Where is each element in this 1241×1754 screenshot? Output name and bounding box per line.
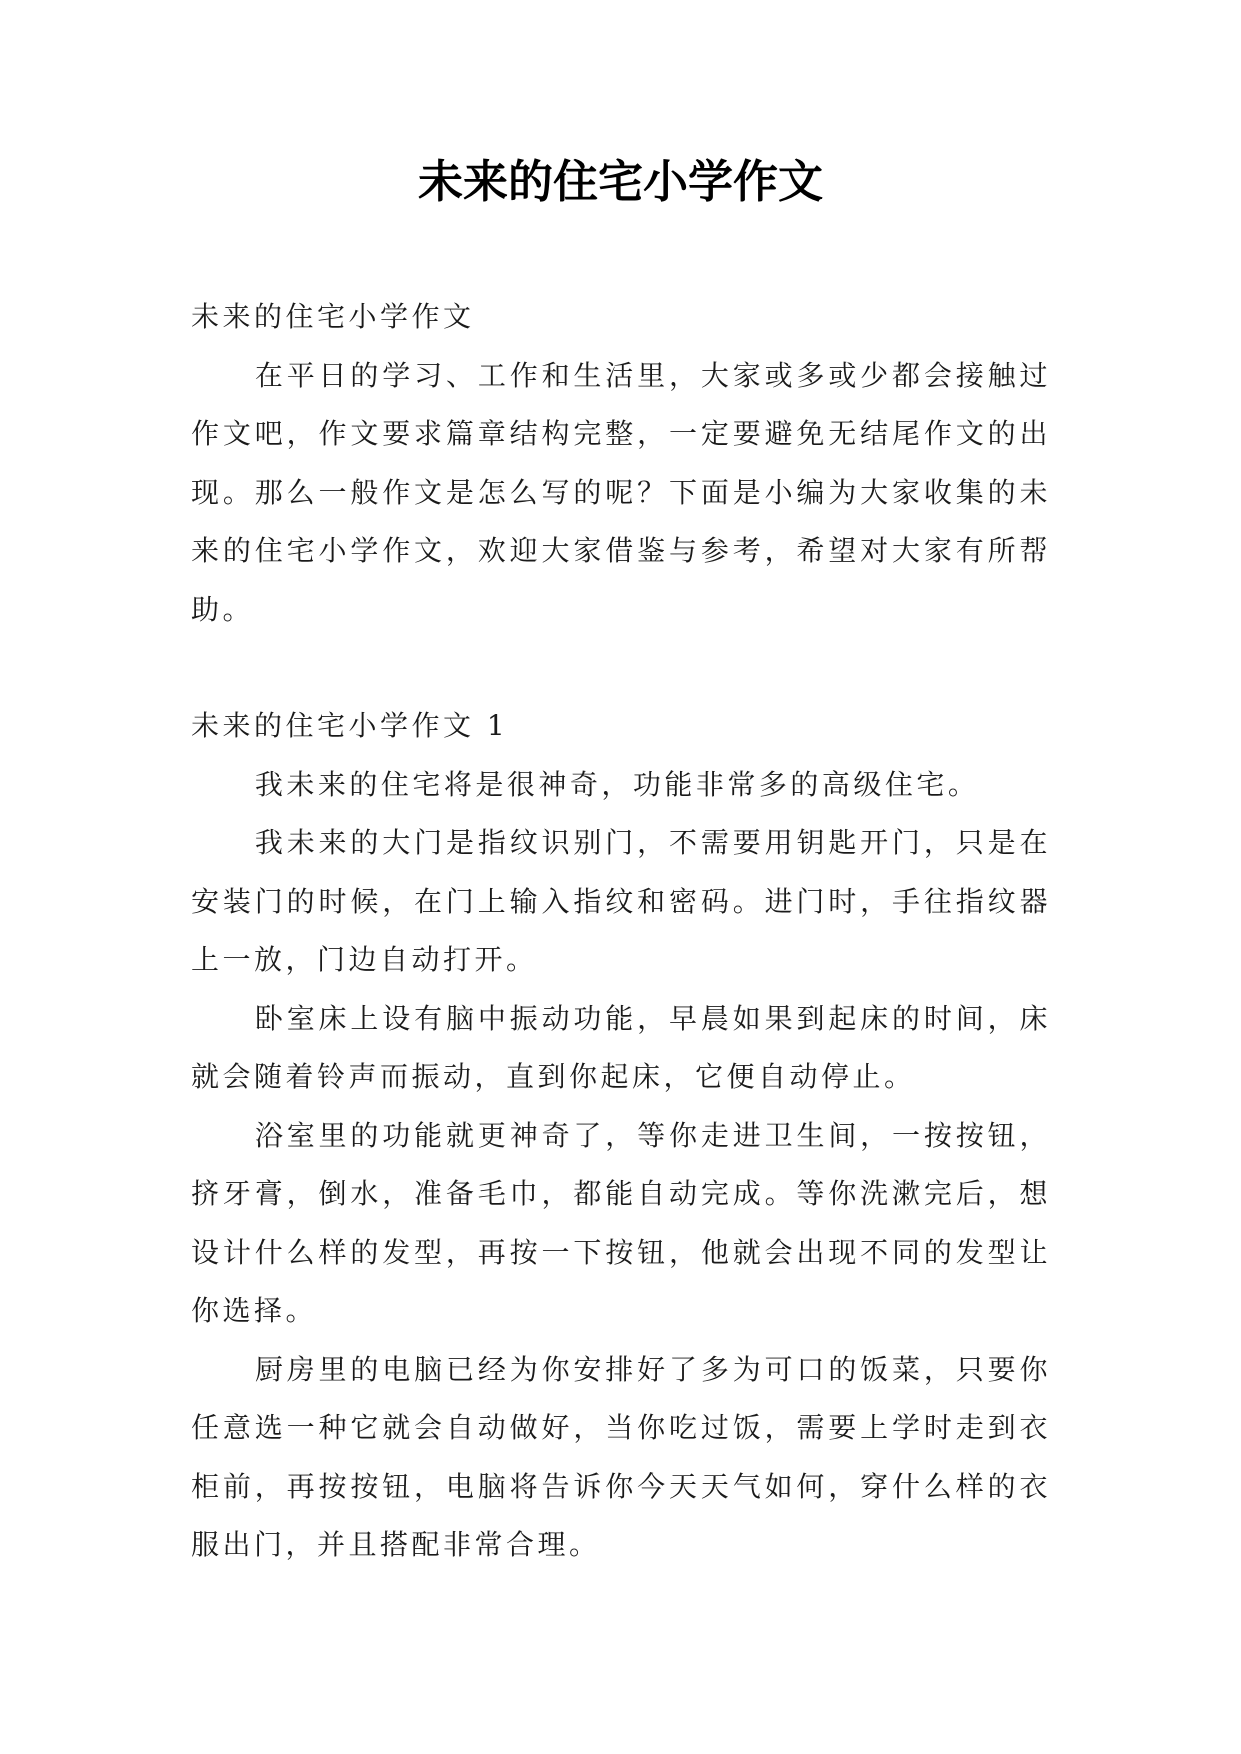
section1-heading: 未来的住宅小学作文 1 (191, 709, 509, 742)
section1-paragraph: 我未来的大门是指纹识别门，不需要用钥匙开门，只是在安装门的时候，在门上输入指纹和密码。进门时，手往指纹器上一放，门边自动打开。 (191, 826, 1051, 976)
intro-heading: 未来的住宅小学作文 (191, 300, 475, 333)
document-title: 未来的住宅小学作文 (417, 155, 823, 208)
intro-paragraph: 在平日的学习、工作和生活里，大家或多或少都会接触过作文吧，作文要求篇章结构完整，一定要避免无结尾作文的出现。那么一般作文是怎么写的呢？下面是小编为大家收集的未来的住宅小学作文，欢迎大家借鉴与参考，希望对大家有所帮助。 (191, 358, 1051, 626)
section1-paragraph: 我未来的住宅将是很神奇，功能非常多的高级住宅。 (254, 767, 980, 801)
section-spacer (191, 639, 1051, 697)
section1-paragraph: 浴室里的功能就更神奇了，等你走进卫生间，一按按钮，挤牙膏，倒水，准备毛巾，都能自动完成。等你洗漱完后，想设计什么样的发型，再按一下按钮，他就会出现不同的发型让你选择。 (191, 1118, 1051, 1327)
document-body (191, 288, 1051, 1575)
section1-paragraph: 厨房里的电脑已经为你安排好了多为可口的饭菜，只要你任意选一种它就会自动做好，当你吃过饭，需要上学时走到衣柜前，再按按钮，电脑将告诉你今天天气如何，穿什么样的衣服出门，并且搭配非常合理。 (191, 1352, 1051, 1561)
section1-paragraph: 卧室床上设有脑中振动功能，早晨如果到起床的时间，床就会随着铃声而振动，直到你起床，它便自动停止。 (191, 1001, 1051, 1093)
